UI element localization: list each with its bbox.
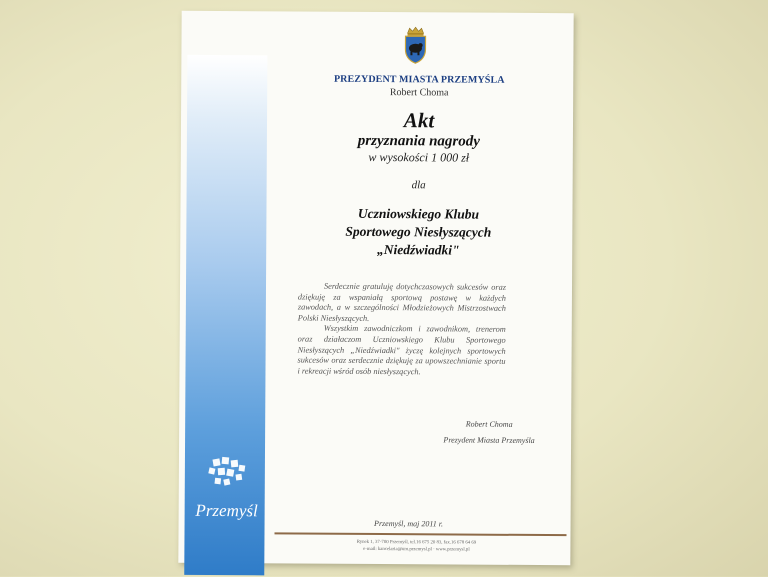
- recipient-line: Sportowego Niesłyszących: [345, 223, 492, 240]
- recipient-line: „Niedźwiadki": [376, 242, 460, 258]
- document-title: Akt: [403, 108, 435, 133]
- header-name: Robert Choma: [389, 87, 449, 99]
- award-certificate: [178, 11, 573, 565]
- document-subtitle: przyznania nagrody: [357, 132, 480, 150]
- coat-of-arms-icon: [400, 25, 430, 65]
- footer-contact: e-mail: kancelaria@um.przemysl.pl · www.przemysl.pl: [363, 546, 470, 553]
- body-paragraph: Serdecznie gratuluję dotychczasowych sukcesów oraz dziękuję za wspaniałą sportową postawę w każdych zawodach, a w szczególności Młodzieżowych Mistrzostwach Polski Niesłyszących.: [297, 281, 507, 323]
- footer-address: Rynek 1, 37-700 Przemyśl, tel.16 675 20 83, fax.16 678 64 69: [356, 539, 477, 546]
- signature-name: Robert Choma: [465, 419, 513, 429]
- recipient-preposition: dla: [411, 179, 426, 192]
- award-amount: w wysokości 1 000 zł: [368, 149, 470, 165]
- header-title: PREZYDENT MIASTA PRZEMYŚLA: [333, 73, 505, 86]
- place-date: Przemyśl, maj 2011 r.: [374, 518, 444, 529]
- footer-divider: [274, 532, 566, 536]
- body-text: [297, 282, 506, 379]
- signature-title: Prezydent Miasta Przemyśla: [443, 435, 535, 445]
- body-paragraph: Wszystkim zawodniczkom i zawodnikom, trenerom oraz działaczom Uczniowskiego Klubu Sportowego Niesłyszących „Niedźwiadki" życzę kolejnych sportowych sukcesów oraz serdecznie dziękuję za upowszechnianie sportu i rekreacji wśród osób niesłyszących.: [297, 324, 506, 377]
- recipient-line: Uczniowskiego Klubu: [357, 205, 480, 222]
- city-logo-text: Przemyśl: [195, 500, 258, 521]
